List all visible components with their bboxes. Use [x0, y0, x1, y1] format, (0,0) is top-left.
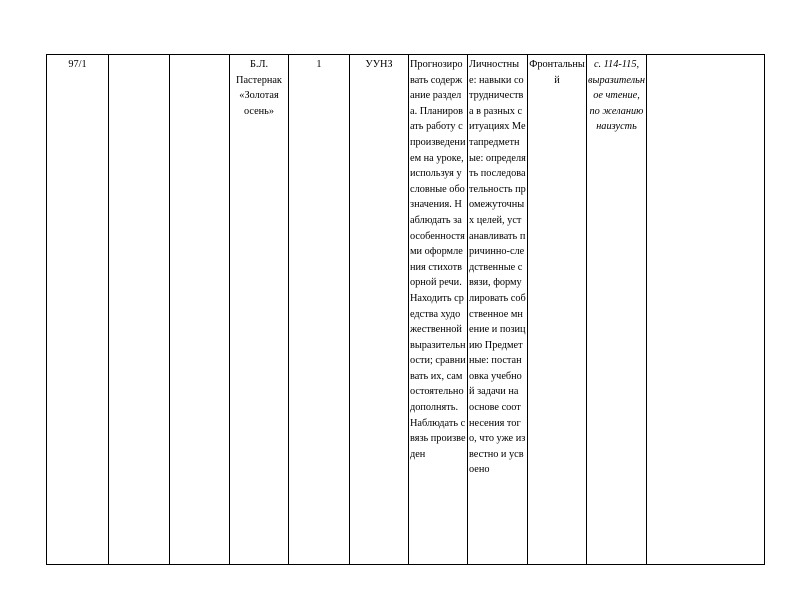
lesson-topic: Б.Л. Пастернак «Золотая осень» — [236, 59, 282, 117]
learning-outcomes: Личностные: навыки сотрудничества в разных ситуациях Метапредметные: определять последовательность промежуточных целей, устанавливать причинно-следственные связи, формулировать собственное мнение и позицию Предметные: постановка учебной задачи на основе соотнесения того, что уже известно и усвоено — [469, 59, 526, 476]
lesson-type: УУНЗ — [365, 59, 393, 70]
cell-number — [47, 55, 109, 564]
cell-lesson-type — [350, 55, 409, 564]
lesson-number: 97/1 — [68, 59, 87, 70]
cell-control-form — [528, 55, 587, 564]
hours-count: 1 — [316, 59, 322, 70]
control-form: Фронтальный — [529, 59, 585, 86]
cell-blank-a — [109, 55, 170, 564]
cell-blank-b — [170, 55, 230, 564]
cell-activities — [409, 55, 468, 564]
cell-uud — [468, 55, 528, 564]
cell-blank-c — [647, 55, 764, 564]
cell-topic — [230, 55, 289, 564]
student-activities: Прогнозировать содержание раздела. Планировать работу с произведением на уроке, используя условные обозначения. Наблюдать за особенностями оформления стихотворной речи. Находить средства художественной выразительности; сравнивать их, самостоятельно дополнять. Наблюдать связь произведен — [410, 59, 466, 460]
homework: с. 114-115, выразительное чтение, по желанию наизусть — [588, 59, 645, 133]
cell-hours — [289, 55, 350, 564]
lesson-table-row — [46, 54, 765, 565]
cell-homework — [587, 55, 647, 564]
